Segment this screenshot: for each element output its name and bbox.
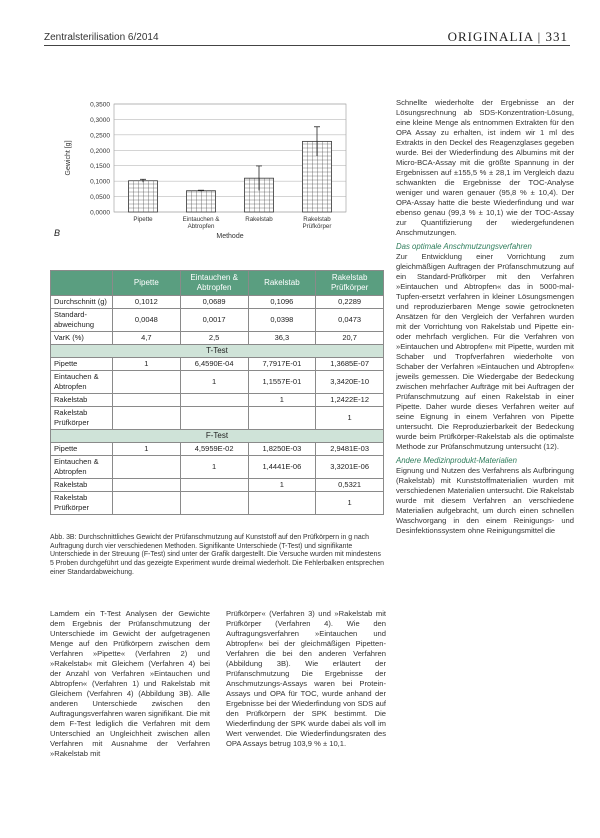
x-tick-label: Rakelstab [303,216,331,223]
table-cell: 0,0048 [113,309,181,332]
table-cell: 7,7917E-01 [248,358,316,371]
y-tick-label: 0,0000 [90,209,110,217]
x-tick-label: Prüfkörper [302,223,332,230]
text-column-right [396,98,574,536]
section-band-label: T-Test [51,345,384,358]
table-row [51,456,384,479]
text-column-bottom-left [50,609,210,759]
running-header-section: ORIGINALIA | 331 [447,29,568,44]
table-cell: 1,8250E-03 [248,443,316,456]
text-column-bottom-middle [226,609,386,749]
t-test-band [51,345,384,358]
x-tick-label: Pipette [133,216,153,223]
running-header-journal: Zentralsterilisation 6/2014 [44,32,159,43]
panel-label: B [54,228,61,238]
table-row [51,332,384,345]
table-cell: 0,0017 [180,309,248,332]
table-row [51,394,384,407]
table-cell: 0,1096 [248,296,316,309]
paragraph: Lamdem ein T-Test Analysen der Gewichte dem Ergebnis der Prüfanschmutzung der Unterschiede im Gewicht der aufgetragenen Menge auf den Prüfkörpern zwischen dem Verfahren »Pipette« (Verfahren 2) und »Rakelstab« mit Gleichem (Verfahren 4) bei der Anzahl von Verfahren »Eintauchen und Abtropfen« (Verfahren 1) und Rakelstab mit Gleichem (Verfahren 4) (Abbildung 3B). Alle anderen Unterschiede zwischen den Auftragungsverfahren waren signifikant. Die mit dem F-Test lediglich die Verfahren mit dem Unterschied an Ungleichheit zwischen allen Verfahren mit Ausnahme der Verfahren »Rakelstab mit [50,609,210,758]
row-label-cell: Durchschnitt (g) [51,296,113,309]
table-cell: 0,0689 [180,296,248,309]
row-label-cell: Standard-abweichung [51,309,113,332]
row-label-cell: Rakelstab [51,479,113,492]
table-cell: 20,7 [316,332,384,345]
x-tick-label: Rakelstab [245,216,273,223]
table-header-cell: Pipette [113,271,181,296]
table-cell [180,479,248,492]
y-tick-label: 0,2500 [90,132,110,140]
table-row [51,309,384,332]
bar [129,181,158,212]
table-header-cell: Rakelstab [248,271,316,296]
paragraph: Eignung und Nutzen des Verfahrens als Aufbringung (Rakelstab) mit Kunststoffmaterialien wurden mit verschiedenen Materialien untersucht. Die Rakelstab wurde mit diesem Verfahren an verschiedene Materialien aufgebracht, um durch einen schnellen Waschvorgang in den einem Reinigungs- und Desinfektionssystem ohne Reinigungsmittel die [396,466,574,535]
table-header-row [51,271,384,296]
table-cell: 1 [316,492,384,515]
paragraph: Prüfkörper« (Verfahren 3) und »Rakelstab mit Prüfkörper (Verfahren 4). Wie den Auftragungsverfahren »Eintauchen und Abtropfen« bei der gleichmäßigen Pipetten-Verfahren die bei den anderen Verfahren (Abbildung 3B). Wie erläutert der Prüfanschmutzung Die Ergebnisse der Anschmutzungs-Assays waren bei Protein-Assays und OPA für TOC, wurde anhand der Ergebnisse bei der Wiederfindung von SDS auf den Prüfkörpern der SPK bestimmt. Die Wiederfindung der SPK wurde dabei als voll im Wert verwendet. Die Wiederfindungsraten des OPA Assays betrug 103,9 % ± 10,1. [226,609,386,748]
table-cell: 3,3201E-06 [316,456,384,479]
x-tick-label: Abtropfen [187,223,215,230]
table-cell: 1,1557E-01 [248,371,316,394]
table-header-cell: Rakelstab Prüfkörper [316,271,384,296]
table-cell: 4,5959E-02 [180,443,248,456]
results-table [50,270,384,515]
table-cell: 1 [113,358,181,371]
y-tick-label: 0,1000 [90,178,110,186]
row-label-cell: Pipette [51,358,113,371]
row-label-cell: Eintauchen & Abtropfen [51,456,113,479]
table-row [51,296,384,309]
table-cell: 0,0398 [248,309,316,332]
row-label-cell: Eintauchen & Abtropfen [51,371,113,394]
row-label-cell: Rakelstab [51,394,113,407]
f-test-band [51,430,384,443]
table-cell: 0,2289 [316,296,384,309]
section-label: ORIGINALIA [447,29,534,44]
table-row [51,358,384,371]
y-tick-label: 0,2000 [90,147,110,155]
table-cell: 1 [180,371,248,394]
table-row [51,443,384,456]
table-cell [113,394,181,407]
table-cell: 1,4441E-06 [248,456,316,479]
section-band-label: F-Test [51,430,384,443]
bar-chart [50,96,388,254]
page-number: 331 [545,29,568,44]
table-header-cell: Eintauchen & Abtropfen [180,271,248,296]
table-row [51,407,384,430]
table-cell: 1 [248,479,316,492]
table-cell [180,407,248,430]
table-row [51,371,384,394]
table-cell: 1,2422E-12 [316,394,384,407]
table-cell [113,407,181,430]
section-heading: Das optimale Anschmutzungsverfahren [396,242,532,251]
table-cell [248,492,316,515]
x-tick-label: Eintauchen & [182,216,220,223]
y-tick-label: 0,0500 [90,194,110,202]
bar-chart-svg [50,96,388,254]
table-cell: 36,3 [248,332,316,345]
table-cell: 0,0473 [316,309,384,332]
table-cell [248,407,316,430]
figure-caption: Abb. 3B: Durchschnittliches Gewicht der Prüfanschmutzung auf Kunststoff auf den Prüfkörpern in g nach Auftragung durch vier verschiedenen Methoden. Signifikante Unterschiede (T-Test) und signifikante Unterschiede in der Streuung (F-Test) sind unter der Grafik dargestellt. Die Versuche wurden mit mindestens 5 Proben durchgeführt und das gezeigte Experiment wurde dreimal wiederholt. Die Fehlerbalken entsprechen einer Standardabweichung. [50,534,385,576]
table-cell [113,479,181,492]
table-cell: 3,3420E-10 [316,371,384,394]
table-cell: 1 [248,394,316,407]
table-cell [113,456,181,479]
table-cell [113,371,181,394]
table-cell: 1 [316,407,384,430]
bar [187,191,216,212]
table-cell [113,492,181,515]
table-cell [180,394,248,407]
paragraph: Schnellte wiederholte der Ergebnisse an der Lösungsrechnung ab SDS-Konzentration-Lösung, eine kleine Menge als entnommen Extrakten für den OPA Assay zu erhalten, ist indem wir 1 ml des Extrakts in den Deckel des Reagenzglases gegeben wurde. Bei der Wiederfindung des Albumins mit der Micro-BCA-Assay mit die größte Spannung in der Ergebnissen auf ±155,5 % ± 28,1 im Vergleich dazu schwankten die Ergebnisse der TOC-Analyse weniger und waren genauer (95,8 % ± 10,4). Der OPA-Assay hatte die beste Wiederfindung und war ebenso genau (99,3 % ± 10,1) wie der TOC-Assay zur Quantifizierung der wiedergefundenen Anschmutzungen. [396,98,574,237]
y-tick-label: 0,3000 [90,116,110,124]
row-label-cell: Rakelstab Prüfkörper [51,492,113,515]
header-rule [44,45,570,46]
table-cell: 0,5321 [316,479,384,492]
table-cell: 4,7 [113,332,181,345]
y-tick-label: 0,3500 [90,101,110,109]
table-cell: 1 [113,443,181,456]
table-cell: 2,9481E-03 [316,443,384,456]
row-label-cell: Pipette [51,443,113,456]
x-axis-label: Methode [216,233,244,240]
table-cell: 1,3685E-07 [316,358,384,371]
table-cell: 6,4590E-04 [180,358,248,371]
row-label-cell: Rakelstab Prüfkörper [51,407,113,430]
table-cell: 0,1012 [113,296,181,309]
table-cell: 1 [180,456,248,479]
section-heading: Andere Medizinprodukt-Materialien [396,456,517,465]
table-cell: 2,5 [180,332,248,345]
table-row [51,492,384,515]
table-header-cell [51,271,113,296]
y-tick-label: 0,1500 [90,163,110,171]
table-row [51,479,384,492]
row-label-cell: VarK (%) [51,332,113,345]
paragraph: Zur Entwicklung einer Vorrichtung zum gleichmäßigen Auftragen der Prüfanschmutzung auf ein Standard-Prüfkörper mit den Verfahren »Eintauchen und Abtropfen« das in 5000-mal-Tupfen-ersetzt verfahren in kleiner Lösungsmengen und reproduzierbaren Menge sowie getrockneten Ansätzen für den Vergleich der Verfahren wurden mit der Vorrichtung von Rakelstab und Pipette ein- oder mehrfach verglichen. Für die Verfahren von »Eintauchen und Abtropfen« mit Pipette, wurden mit Schaber und Tropfverfahren wiederholte von Schaber der Verfahren »Eintauchen und Abtropfen« jeweils gemessen. Die Wiedergabe der Bedeckung zwischen mehrfacher Aufträge mit bei Auftragen der Prüfanschmutzung auf einen Rakelstab in einer Pipette. Daher wurde dieses Verfahren weiter auf seine Eignung in einem Verfahren von Pipette untersucht. Die Reproduzierbarkeit der Bedeckung wurde beim Prüfkörper-Rakelstab als die optimalste Methode zur Prüfanschmutzung untersucht (12). [396,252,574,451]
table-cell [180,492,248,515]
y-axis-label: Gewicht [g] [65,140,72,176]
